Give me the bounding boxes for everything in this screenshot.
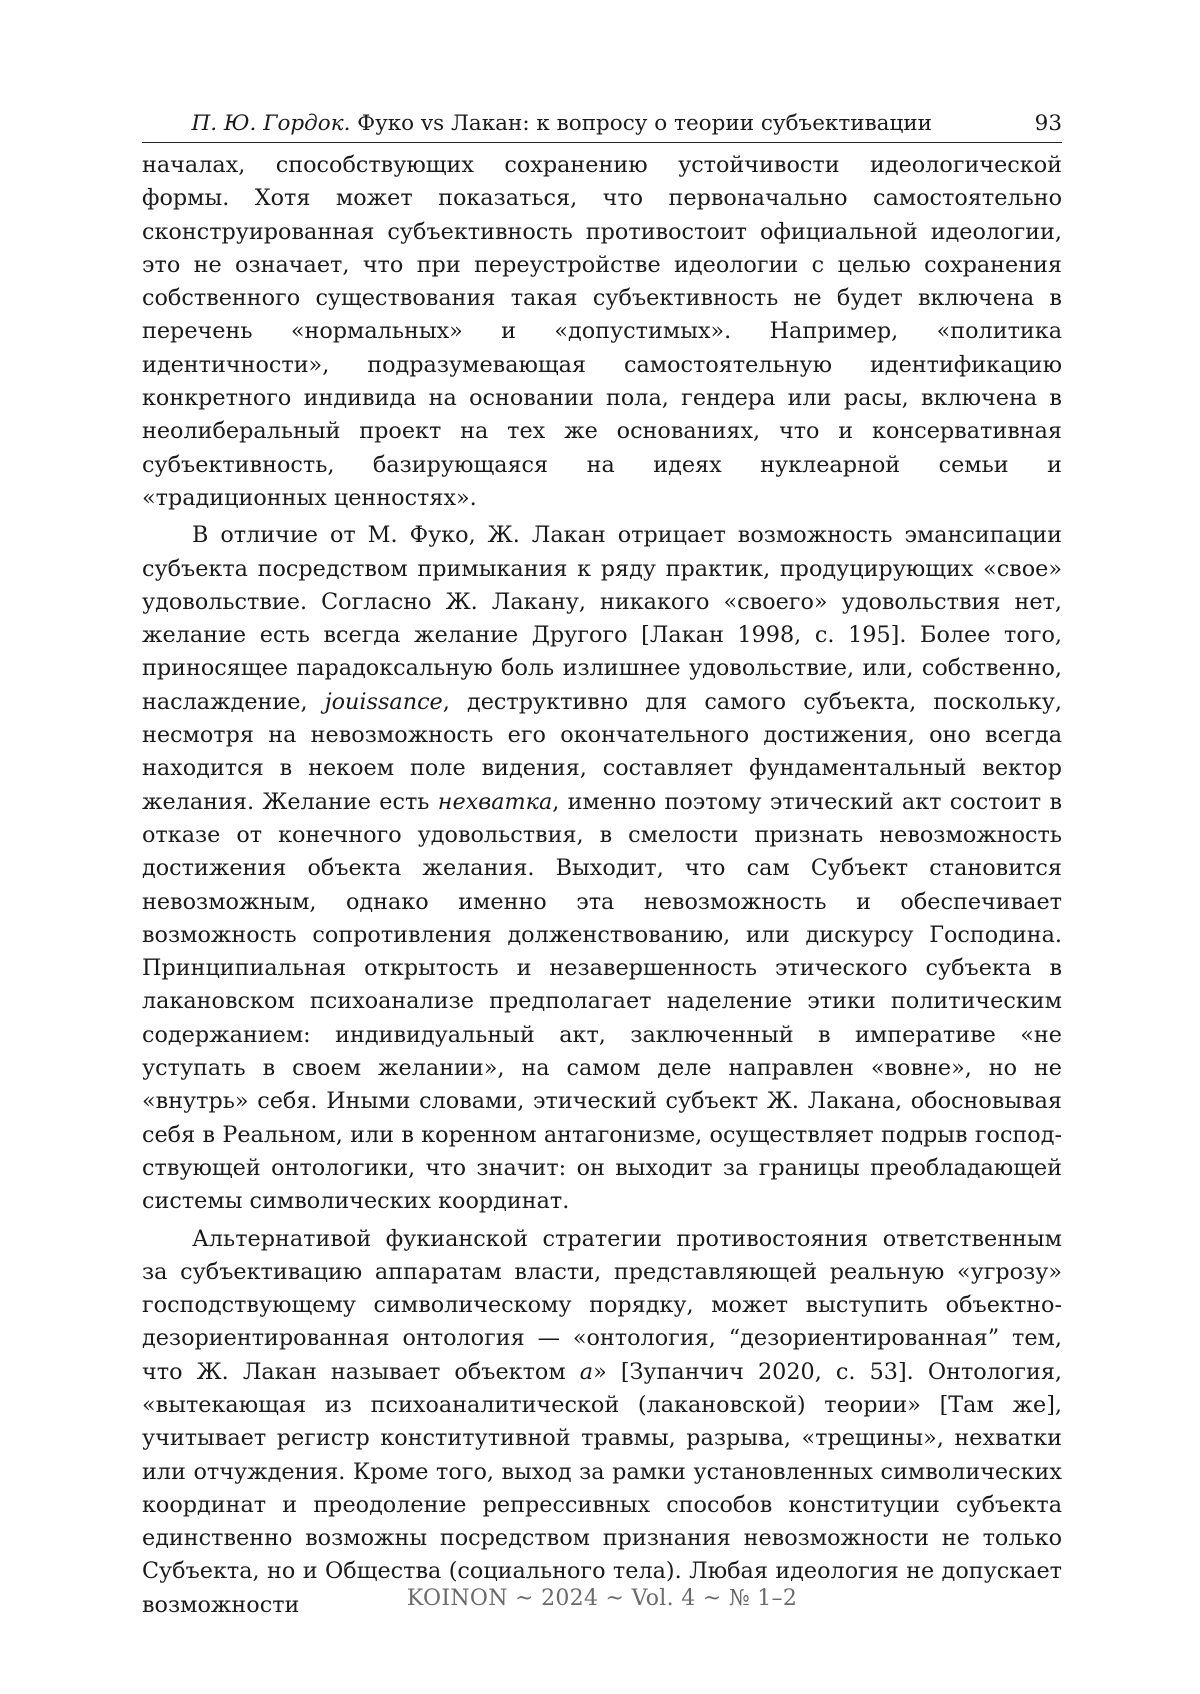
paragraph-2-text-c: , именно поэтому этический акт состоит в отказе от конечного удовольствия, в смелости признать невозможность достижения объекта желания. Выходит, что сам Субъект становится невозможным, однако именно эта невозможность и обеспечивает возможность сопротивления долженствованию, или дискурсу Господина. Принципиальная открытость и незавершенность этического субъекта в лакановском психоанализе предполагает наделение этики политическим содержанием: индивидуальный акт, заключенный в императиве «не уступать в своем желании», на самом деле направлен «вовне», но не «внутрь» себя. Иными словами, этический субъект Ж. Лакана, обосновывая себя в Реальном, или в коренном антагонизме, осуществляет подрыв господствующей онтологики, что значит: он выходит за границы преобладающей системы символических координат. <box>142 788 1063 1215</box>
term-object-a: a <box>579 1358 594 1385</box>
running-head-author: П. Ю. Гордок. <box>191 111 351 136</box>
running-title <box>191 110 932 138</box>
running-head-title: Фуко vs Лакан: к вопросу о теории субъективации <box>357 111 932 136</box>
page-number: 93 <box>1034 111 1062 136</box>
paragraph-2-text-b: , деструктивно для самого субъекта, поскольку, несмотря на невозможность его окончательного достижения, оно всегда находится в некоем поле видения, составляет фундаментальный вектор желания. Желание есть <box>142 688 1062 815</box>
running-head <box>142 110 1062 143</box>
paragraph-2-text-a: В отличие от М. Фуко, Ж. Лакан отрицает возможность эмансипации субъекта посредством примыкания к ряду практик, продуцирующих «свое» удовольствие. Согласно Ж. Лакану, никакого «своего» удовольствия нет, желание есть всегда желание Другого [Лакан 1998, с. 195]. Более того, приносящее парадоксальную боль излишнее удовольствие, или, собственно, наслаждение, <box>142 522 1062 715</box>
page <box>142 110 1062 1622</box>
term-nekhvatka: нехватка <box>437 788 553 815</box>
paragraph-1-text: началах, способствующих сохранению устойчивости идеологической формы. Хотя может показаться, что первоначально самостоятельно сконструированная субъективность противостоит официальной идеологии, это не означает, что при переустройстве идеологии с целью сохранения собственного существования такая субъективность не будет включена в перечень «нормальных» и «допустимых». Например, «политика идентичности», подразумевающая самостоятельную идентификацию конкретного индивида на основании пола, гендера или расы, включена в неолиберальный проект на тех же основаниях, что и консервативная субъективность, базирующаяся на идеях нуклеарной семьи и «традиционных ценностях». <box>142 152 1062 511</box>
term-jouissance: jouissance <box>324 688 443 715</box>
paragraph-3 <box>142 1223 1062 1623</box>
paragraph-3-text-a: Альтернативой фукианской стратегии противостояния ответственным за субъективацию аппаратам власти, представляющей реальную «угрозу» господствующему символическому порядку, может выступить объектно-дезориентированная онтология — «онтология, “дезориентированная” тем, что Ж. Лакан называет объектом <box>142 1225 1062 1385</box>
paragraph-3-text-b: » [Зупанчич 2020, с. 53]. Онтология, «вытекающая из психоаналитической (лакановской) теории» [Там же], учитывает регистр конститутивной травмы, разрыва, «трещины», нехватки или отчуждения. Кроме того, выход за рамки установленных символических координат и преодоление репрессивных способов конституции субъекта единственно возможны посредством признания невозможности не только Субъекта, но и Общества (социального тела). Любая идеология не допускает возможности <box>142 1358 1062 1618</box>
paragraph-1 <box>142 149 1062 515</box>
journal-footer: KOINON ~ 2024 ~ Vol. 4 ~ № 1–2 <box>406 1586 798 1611</box>
body-text <box>142 149 1062 1622</box>
paragraph-2 <box>142 519 1062 1218</box>
